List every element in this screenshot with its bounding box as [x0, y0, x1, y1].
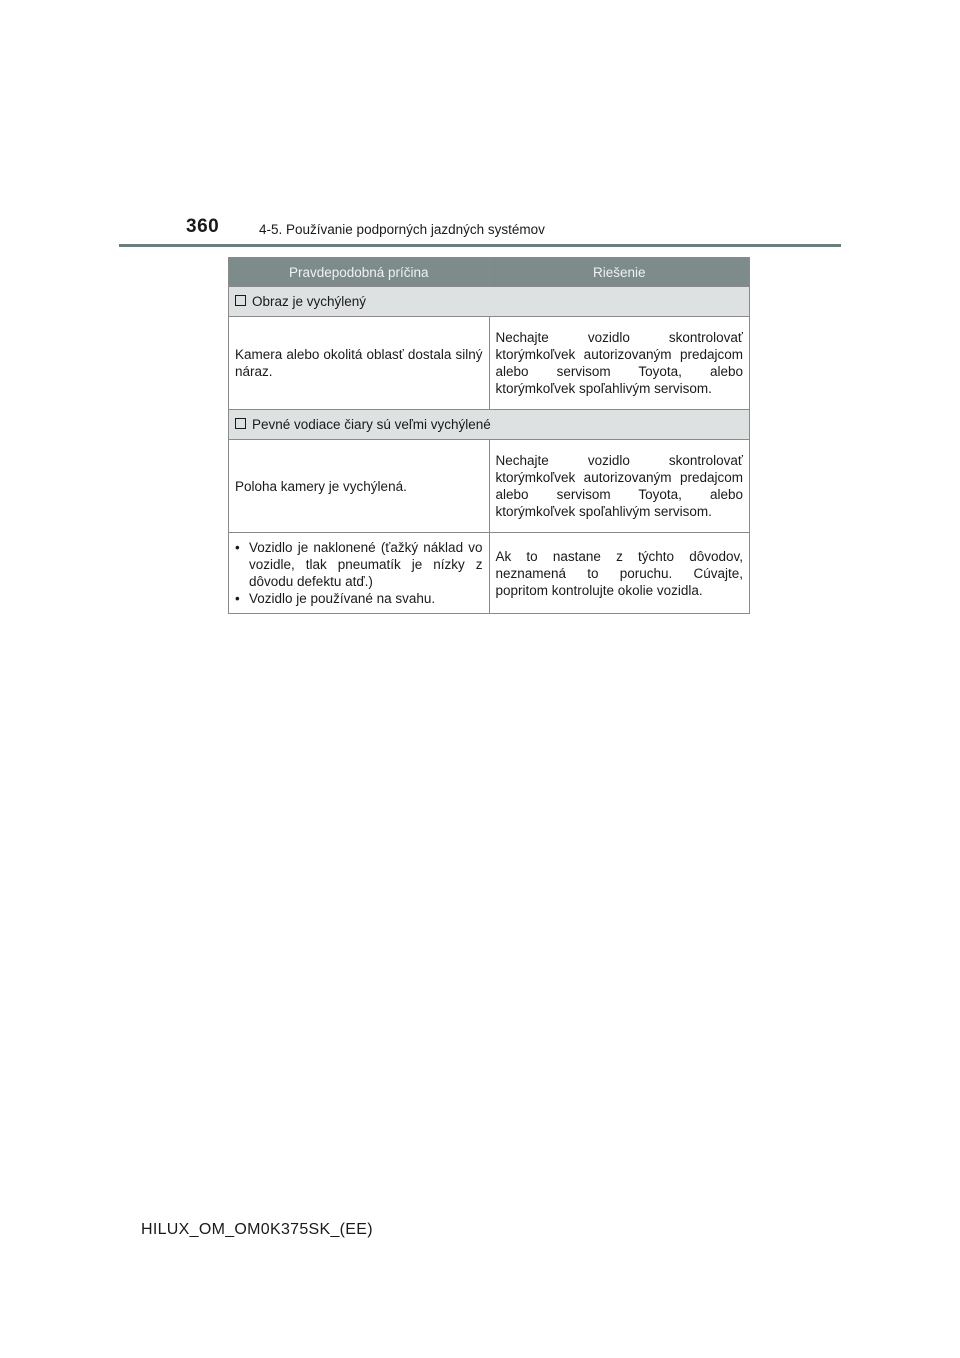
solution-cell: Ak to nastane z týchto dôvodov, neznamená to poruchu. Cúvajte, popritom kontrolujte okolie vozidla. [489, 533, 750, 614]
table-header-row [229, 258, 750, 287]
column-header-cause: Pravdepodobná príčina [229, 258, 490, 287]
document-code: HILUX_OM_OM0K375SK_(EE) [141, 1221, 373, 1238]
cause-cell: Kamera alebo okolitá oblasť dostala silný náraz. [229, 317, 490, 410]
cause-cell: Poloha kamery je vychýlená. [229, 440, 490, 533]
bullet-icon: • [235, 540, 240, 555]
checkbox-square-icon [235, 418, 246, 429]
table-row [229, 317, 750, 410]
group-title: Obraz je vychýlený [252, 294, 367, 309]
section-title: 4-5. Používanie podporných jazdných systémov [259, 222, 545, 237]
solution-cell: Nechajte vozidlo skontrolovať ktorýmkoľvek autorizovaným predajcom alebo servisom Toyota, alebo ktorýmkoľvek spoľahlivým servisom. [489, 440, 750, 533]
column-header-solution: Riešenie [489, 258, 750, 287]
table-row [229, 533, 750, 614]
header-rule [119, 244, 841, 247]
table-row [229, 440, 750, 533]
troubleshooting-table [228, 257, 750, 614]
page-number: 360 [186, 216, 220, 237]
checkbox-square-icon [235, 295, 246, 306]
group-row [229, 287, 750, 317]
group-row [229, 410, 750, 440]
bullet-item: • Vozidlo je používané na svahu. [235, 591, 436, 606]
bullet-item: • Vozidlo je naklonené (ťažký náklad vo vozidle, tlak pneumatík je nízky z dôvodu defektu atď.) [235, 540, 483, 589]
bullet-icon: • [235, 591, 240, 606]
solution-cell: Nechajte vozidlo skontrolovať ktorýmkoľvek autorizovaným predajcom alebo servisom Toyota, alebo ktorýmkoľvek spoľahlivým servisom. [489, 317, 750, 410]
group-title: Pevné vodiace čiary sú veľmi vychýlené [252, 417, 491, 432]
cause-cell [229, 533, 490, 614]
